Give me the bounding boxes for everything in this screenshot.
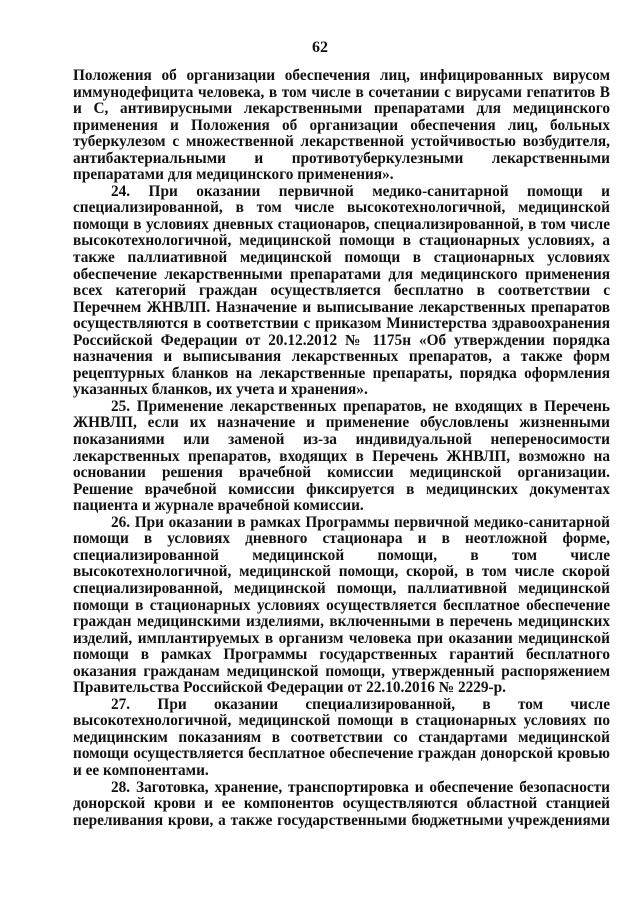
page-number: 62 (312, 39, 328, 56)
paragraph-continuation: Положения об организации обеспечения лиц, инфицированных вирусом иммунодефицита человека, в том числе в сочетании с вирусами гепатитов В и С, антивирусными лекарственными препаратами для медицинского применения и Положения об организации обеспечения лиц, больных туберкулезом с множественной лекарственной устойчивостью возбудителя, антибактериальными и противотуберкулезными лекарственными препаратами для медицинского применения». (73, 67, 610, 184)
paragraph-27: 27. При оказании специализированной, в том числе высокотехнологичной, медицинской помощи в стационарных условиях по медицинским показаниям в соответствии со стандартами медицинской помощи осуществляется бесплатное обеспечение граждан донорской кровью и ее компонентами. (73, 695, 610, 779)
document-body (73, 68, 610, 829)
paragraph-26: 26. При оказании в рамках Программы первичной медико-санитарной помощи в условиях дневного стационара и в неотложной форме, специализированной медицинской помощи, в том числе высокотехнологичной, медицинской помощи, скорой, в том числе скорой специализированной, медицинской помощи, паллиативной медицинской помощи в стационарных условиях осуществляется бесплатное обеспечение граждан медицинскими изделиями, включенными в перечень медицинских изделий, имплантируемых в организм человека при оказании медицинской помощи в рамках Программы государственных гарантий бесплатного оказания гражданам медицинской помощи, утвержденный распоряжением Правительства Российской Федерации от 22.10.2016 № 2229-р. (73, 513, 610, 697)
paragraph-28: 28. Заготовка, хранение, транспортировка и обеспечение безопасности донорской крови и ее компонентов осуществляются областной станцией переливания крови, а также государственными бюджетными учреждениями (73, 778, 610, 829)
paragraph-24: 24. При оказании первичной медико-санитарной помощи и специализированной, в том числе высокотехнологичной, медицинской помощи в условиях дневных стационаров, специализированной, в том числе высокотехнологичной, медицинской помощи в стационарных условиях, а также паллиативной медицинской помощи в стационарных условиях обеспечение лекарственными препаратами для медицинского применения всех категорий граждан осуществляется бесплатно в соответствии с Перечнем ЖНВЛП. Назначение и выписывание лекарственных препаратов осуществляются в соответствии с приказом Министерства здравоохранения Российской Федерации от 20.12.2012 № 1175н «Об утверждении порядка назначения и выписывания лекарственных препаратов, а также форм рецептурных бланков на лекарственные препараты, порядка оформления указанных бланков, их учета и хранения». (73, 182, 610, 399)
paragraph-25: 25. Применение лекарственных препаратов, не входящих в Перечень ЖНВЛП, если их назначение и применение обусловлены жизненными показаниями или заменой из-за индивидуальной непереносимости лекарственных препаратов, входящих в Перечень ЖНВЛП, возможно на основании решения врачебной комиссии медицинской организации. Решение врачебной комиссии фиксируется в медицинских документах пациента и журнале врачебной комиссии. (73, 397, 610, 515)
